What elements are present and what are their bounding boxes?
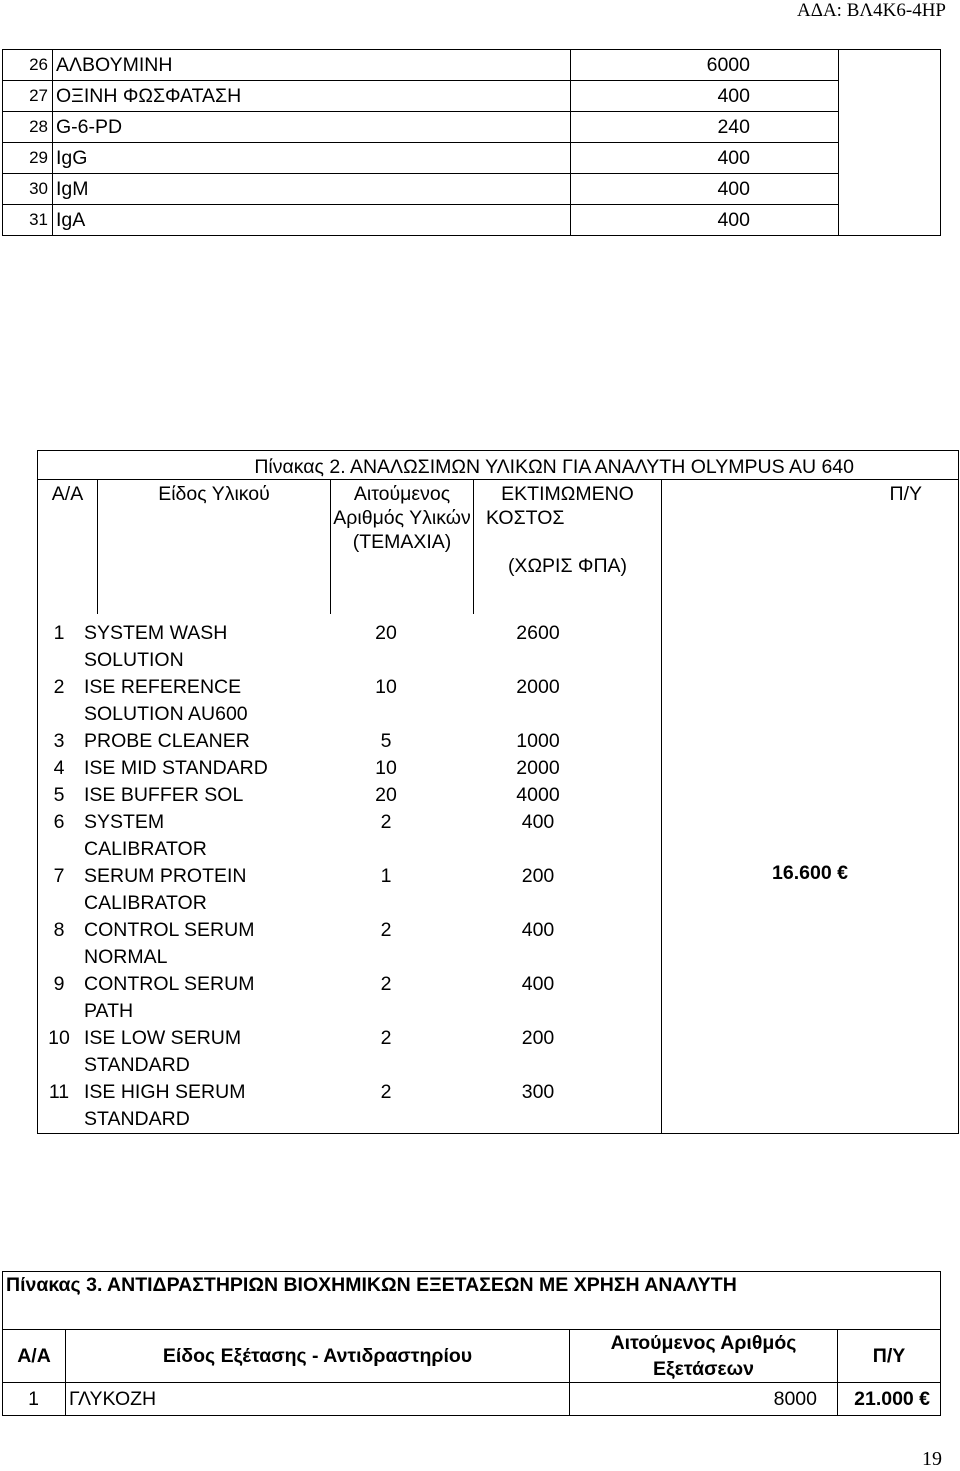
row-number: 4 [53,757,65,779]
row-item-name [76,782,314,809]
table2-row [38,809,661,863]
row-quantity: 240 [571,112,839,143]
table2-row [38,782,661,809]
row-number: 28 [3,112,53,143]
item-name-line2: SOLUTION AU600 [84,703,248,725]
item-name-line2: NORMAL [84,946,168,968]
table1-row [3,81,941,112]
row-number: 31 [3,205,53,236]
row-cost: 2000 [516,676,560,698]
row-quantity: 2 [380,919,392,941]
row-number: 11 [48,1081,70,1103]
row-quantity: 1 [380,865,392,887]
row-cost: 4000 [516,784,560,806]
item-name-line2: STANDARD [84,1054,190,1076]
row-item-name [76,620,314,674]
table3-title: Πίνακας 3. ΑΝΤΙΔΡΑΣΤΗΡΙΩΝ ΒΙΟΧΗΜΙΚΩΝ ΕΞΕΤΑΣΕΩΝ ΜΕ ΧΡΗΣΗ ΑΝΑΛΥΤΗ [3,1272,941,1330]
row-quantity: 400 [571,174,839,205]
row-number: 10 [48,1027,70,1049]
table2-row [38,755,661,782]
row-item-name [76,863,314,917]
item-name-line1: ISE REFERENCE [84,676,242,698]
item-name-line2: STANDARD [84,1108,190,1130]
row-quantity: 2 [380,1027,392,1049]
row-quantity: 10 [375,676,397,698]
row-item-name: ΑΛΒΟΥΜΙΝΗ [53,50,571,81]
header-qty-line1: Αιτούμενος [353,483,451,505]
header3-item: Είδος Εξέτασης - Αντιδραστηρίου [66,1330,570,1383]
header-qty-line3: (ΤΕΜΑΧΙΑ) [352,531,452,553]
item-name-line1: PROBE CLEANER [84,730,250,752]
header-cost [474,480,662,615]
header-cost-line3: (ΧΩΡΙΣ ΦΠΑ) [507,555,628,577]
item-name-line2: SOLUTION [84,649,184,671]
header-qty-line2: Αριθμός Υλικών [333,507,471,529]
item-name-line2: CALIBRATOR [84,838,207,860]
row-number: 2 [53,676,65,698]
row-number: 27 [3,81,53,112]
item-name-line1: ISE BUFFER SOL [84,784,244,806]
row-quantity: 20 [375,784,397,806]
row-quantity: 20 [375,622,397,644]
table1-row [3,143,941,174]
row-cost: 2000 [516,757,560,779]
row-item-name: IgM [53,174,571,205]
table1-row [3,174,941,205]
row-number: 9 [53,973,65,995]
row-item-name [76,755,314,782]
row-cost: 2600 [516,622,560,644]
header-py: Π/Υ [662,480,959,615]
row-quantity: 5 [380,730,392,752]
header-item: Είδος Υλικού [98,480,331,615]
row-number: 1 [3,1383,66,1416]
header3-qty-line1: Αιτούμενος Αριθμός [610,1332,797,1354]
table2-row [38,863,661,917]
row-quantity: 400 [571,81,839,112]
row-number: 6 [53,811,65,833]
row-item-name [76,674,314,728]
item-name-line1: CONTROL SERUM [84,919,255,941]
header3-qty-line2: Εξετάσεων [652,1358,754,1380]
row-cost: 400 [521,919,555,941]
row-budget: 21.000 € [838,1383,941,1416]
items-table-1 [2,49,941,236]
table2-title: Πίνακας 2. ΑΝΑΛΩΣΙΜΩΝ ΥΛΙΚΩΝ ΓΙΑ ΑΝΑΛΥΤΗ OLYMPUS AU 640 [254,456,854,478]
row-number: 26 [3,50,53,81]
table2-rows [38,614,661,1133]
table1-row [3,112,941,143]
row-item-name: G-6-PD [53,112,571,143]
table2-row [38,971,661,1025]
item-name-line1: ISE LOW SERUM [84,1027,242,1049]
item-name-line1: ISE MID STANDARD [84,757,268,779]
consumables-table [37,450,959,1134]
table2-row [38,917,661,971]
row-item-name: IgA [53,205,571,236]
table2-row [38,728,661,755]
row-item-name [76,917,314,971]
item-name-line2: CALIBRATOR [84,892,207,914]
row-number: 30 [3,174,53,205]
header-qty [331,480,474,615]
row-cost: 300 [521,1081,555,1103]
table2-total: 16.600 € [662,614,959,1134]
table1-row [3,50,941,81]
table2-row [38,1079,661,1133]
table2-rows-cell [38,614,662,1134]
table2-row [38,674,661,728]
row-cost: 200 [521,1027,555,1049]
header3-aa: Α/Α [3,1330,66,1383]
item-name-line1: SYSTEM WASH [84,622,228,644]
row-cost: 200 [521,865,555,887]
header-cost-line1: ΕΚΤΙΜΩΜΕΝΟ [501,483,634,505]
row-quantity: 2 [380,1081,392,1103]
header3-py: Π/Υ [838,1330,941,1383]
row-item-name [76,971,314,1025]
table1-row [3,205,941,236]
row-cost: 400 [521,811,555,833]
row-number: 8 [53,919,65,941]
row-item-name: ΓΛΥΚΟΖΗ [66,1383,570,1416]
row-quantity: 6000 [571,50,839,81]
row-quantity: 400 [571,143,839,174]
row-cost: 1000 [516,730,560,752]
row-budget [839,50,941,236]
table2-row [38,620,661,674]
row-item-name [76,809,314,863]
row-number: 3 [53,730,65,752]
header3-qty [570,1330,838,1383]
item-name-line1: ISE HIGH SERUM [84,1081,246,1103]
item-name-line1: CONTROL SERUM [84,973,255,995]
table2-row [38,1025,661,1079]
row-quantity: 2 [380,973,392,995]
header-cost-line2: ΚΟΣΤΟΣ [486,507,565,529]
item-name-line1: SERUM PROTEIN [84,865,247,887]
row-number: 5 [53,784,65,806]
row-quantity: 400 [571,205,839,236]
ada-code: ΑΔΑ: ΒΛ4Κ6-4ΗΡ [797,0,946,21]
header-aa: Α/Α [38,480,98,615]
row-quantity: 8000 [570,1383,838,1416]
row-item-name: IgG [53,143,571,174]
page-number: 19 [922,1448,942,1470]
table3-row [3,1383,941,1416]
row-item-name: ΟΞΙΝΗ ΦΩΣΦΑΤΑΣΗ [53,81,571,112]
row-number: 1 [53,622,65,644]
row-item-name [76,728,314,755]
row-cost: 400 [521,973,555,995]
row-number: 29 [3,143,53,174]
item-name-line1: SYSTEM [84,811,165,833]
row-number: 7 [53,865,65,887]
row-item-name [76,1025,314,1079]
item-name-line2: PATH [84,1000,134,1022]
row-item-name [76,1079,314,1133]
reagents-table [2,1271,941,1416]
row-quantity: 10 [375,757,397,779]
row-quantity: 2 [380,811,392,833]
